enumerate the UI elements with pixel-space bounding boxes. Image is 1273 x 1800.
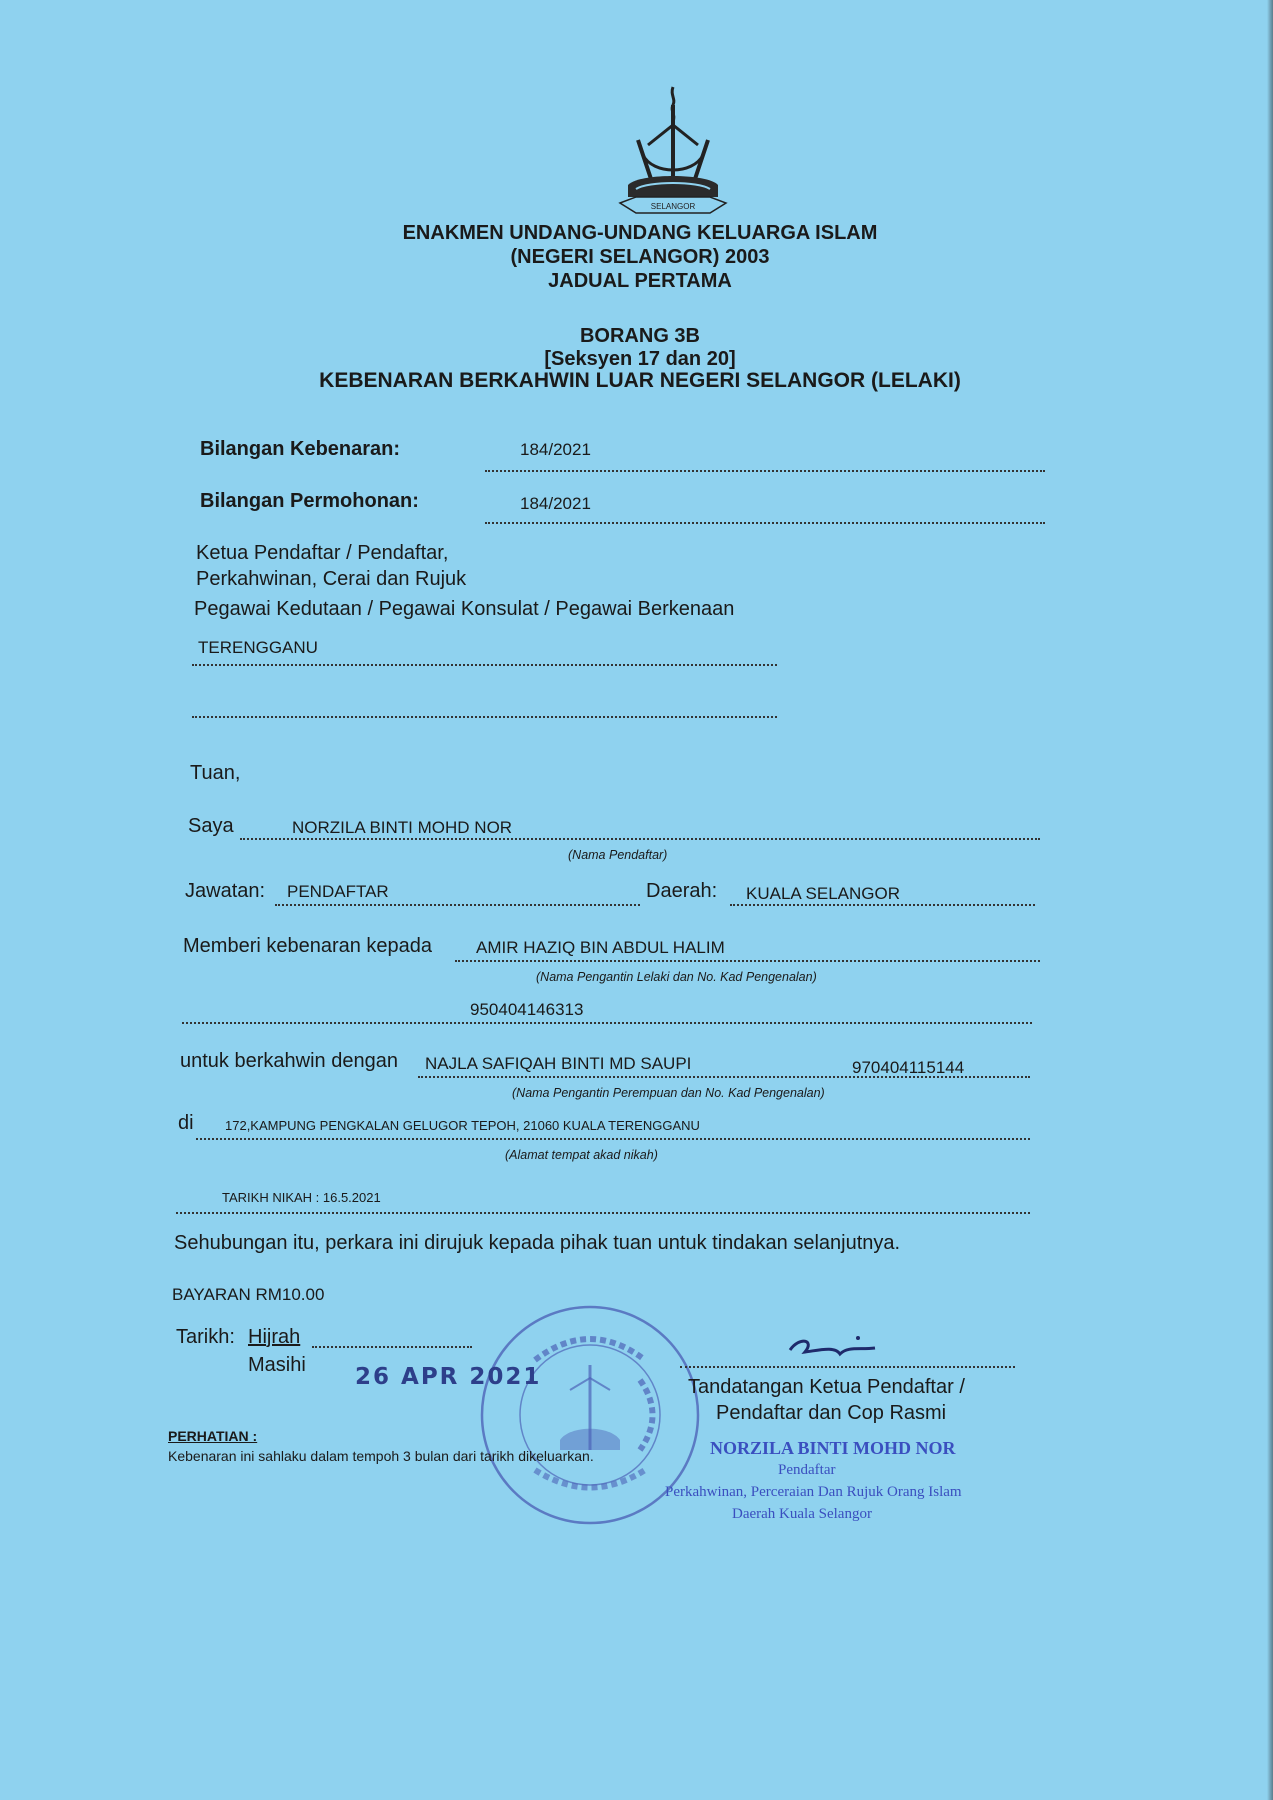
handwritten-signature: [780, 1328, 890, 1378]
crest-banner-text: SELANGOR: [650, 202, 696, 211]
signature-line-1: Tandatangan Ketua Pendaftar /: [688, 1376, 965, 1398]
bride-ic: 970404115144: [852, 1058, 965, 1077]
district-value: KUALA SELANGOR: [746, 884, 901, 903]
officer-title: Pendaftar: [778, 1462, 836, 1478]
bride-label: untuk berkahwin dengan: [180, 1050, 398, 1072]
stamped-date: 26 APR 2021: [355, 1364, 542, 1390]
position-label: Jawatan:: [185, 880, 266, 902]
header-line-1: ENAKMEN UNDANG-UNDANG KELUARGA ISLAM: [402, 222, 878, 244]
header-line-2: (NEGERI SELANGOR) 2003: [510, 246, 770, 268]
nikah-date-line: [176, 1212, 1030, 1214]
form-sections: [Seksyen 17 dan 20]: [544, 348, 736, 370]
registrar-name-line: [240, 838, 1040, 840]
notice-text: Kebenaran ini sahlaku dalam tempoh 3 bulan dari tarikh dikeluarkan.: [168, 1448, 594, 1464]
form-code: BORANG 3B: [579, 325, 700, 347]
addressee-blank-line: [192, 716, 777, 718]
addressee-line-1: Ketua Pendaftar / Pendaftar,: [196, 542, 449, 564]
permit-number-line: [485, 470, 1045, 472]
application-number-value: 184/2021: [520, 494, 591, 513]
closing-statement: Sehubungan itu, perkara ini dirujuk kepada pihak tuan untuk tindakan selanjutnya.: [174, 1232, 901, 1254]
officer-name: NORZILA BINTI MOHD NOR: [710, 1438, 956, 1458]
district-line: [730, 904, 1035, 906]
form-title: KEBENARAN BERKAHWIN LUAR NEGERI SELANGOR (LELAKI): [319, 369, 961, 392]
date-hijrah-line: [312, 1346, 472, 1348]
fee-text: BAYARAN RM10.00: [172, 1285, 325, 1304]
registrar-name: NORZILA BINTI MOHD NOR: [292, 818, 513, 837]
officer-district: Daerah Kuala Selangor: [732, 1506, 872, 1522]
selangor-crest-logo: [618, 85, 728, 220]
notice-title: PERHATIAN :: [168, 1428, 258, 1444]
salutation: Tuan,: [190, 762, 241, 784]
groom-name-line: [455, 960, 1040, 962]
position-value: PENDAFTAR: [287, 882, 389, 901]
addressee-state-line: [192, 664, 777, 666]
addressee-state: TERENGGANU: [198, 638, 318, 657]
groom-ic-line: [182, 1022, 1032, 1024]
registrar-prefix: Saya: [188, 815, 234, 837]
bride-caption: (Nama Pengantin Perempuan dan No. Kad Pengenalan): [512, 1086, 825, 1100]
permit-number-label: Bilangan Kebenaran:: [200, 438, 401, 460]
date-hijrah: Hijrah: [248, 1326, 301, 1348]
venue-address: 172,KAMPUNG PENGKALAN GELUGOR TEPOH, 21060 KUALA TERENGGANU: [225, 1118, 700, 1133]
bride-name: NAJLA SAFIQAH BINTI MD SAUPI: [425, 1054, 692, 1073]
position-line: [275, 904, 640, 906]
groom-name: AMIR HAZIQ BIN ABDUL HALIM: [476, 938, 725, 957]
venue-line: [196, 1138, 1030, 1140]
groom-caption: (Nama Pengantin Lelaki dan No. Kad Pengenalan): [536, 970, 817, 984]
addressee-line-2: Perkahwinan, Cerai dan Rujuk: [196, 568, 467, 590]
groom-ic: 950404146313: [470, 1000, 584, 1019]
nikah-date: TARIKH NIKAH : 16.5.2021: [222, 1190, 381, 1205]
officer-department: Perkahwinan, Perceraian Dan Rujuk Orang Islam: [665, 1484, 962, 1500]
signature-line-2: Pendaftar dan Cop Rasmi: [716, 1402, 947, 1424]
groom-label: Memberi kebenaran kepada: [183, 935, 433, 957]
registrar-name-caption: (Nama Pendaftar): [568, 848, 668, 862]
venue-caption: (Alamat tempat akad nikah): [505, 1148, 658, 1162]
date-label: Tarikh:: [176, 1326, 235, 1348]
district-label: Daerah:: [646, 880, 718, 902]
header-line-3: JADUAL PERTAMA: [548, 270, 732, 292]
application-number-line: [485, 522, 1045, 524]
permit-number-value: 184/2021: [520, 440, 591, 459]
date-masihi: Masihi: [248, 1354, 306, 1376]
application-number-label: Bilangan Permohonan:: [200, 490, 419, 512]
venue-label: di: [178, 1112, 194, 1134]
addressee-line-3: Pegawai Kedutaan / Pegawai Konsulat / Pegawai Berkenaan: [194, 598, 735, 620]
page-edge-shadow: [1267, 0, 1273, 1800]
